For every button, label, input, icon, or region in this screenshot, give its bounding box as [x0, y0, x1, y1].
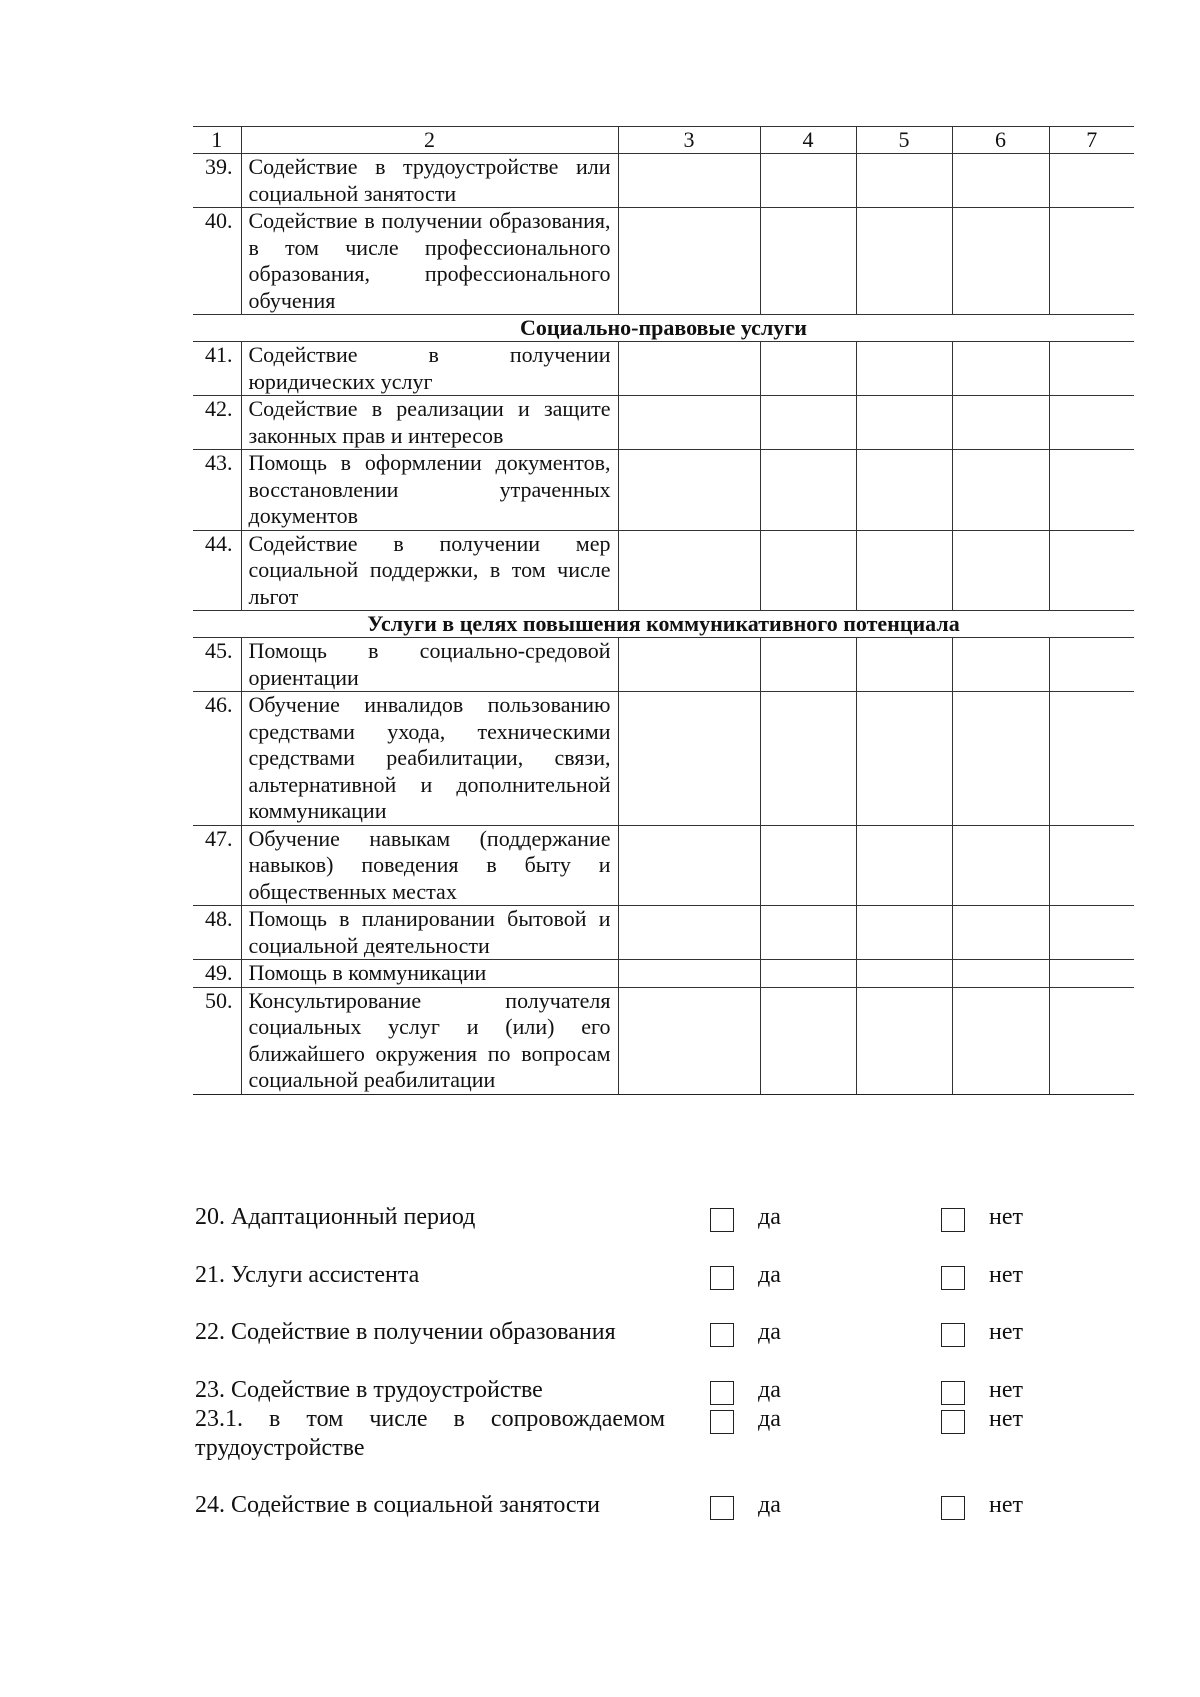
service-name: Содействие в реализации и защите законных прав и интересов: [241, 396, 618, 450]
empty-cell[interactable]: [952, 396, 1049, 450]
empty-cell[interactable]: [618, 450, 760, 531]
question-label: 21. Услуги ассистента: [195, 1262, 420, 1288]
table-row: [193, 638, 1134, 692]
empty-cell[interactable]: [760, 692, 856, 826]
row-number: 40.: [193, 208, 241, 315]
column-header-4: 4: [760, 127, 856, 154]
empty-cell[interactable]: [856, 450, 952, 531]
no-checkbox[interactable]: [941, 1266, 965, 1290]
empty-cell[interactable]: [760, 906, 856, 960]
empty-cell[interactable]: [952, 342, 1049, 396]
no-checkbox[interactable]: [941, 1208, 965, 1232]
empty-cell[interactable]: [1049, 987, 1134, 1094]
column-header-5: 5: [856, 127, 952, 154]
services-table: [193, 126, 1134, 1095]
empty-cell[interactable]: [618, 692, 760, 826]
yes-label: да: [758, 1406, 781, 1432]
empty-cell[interactable]: [1049, 906, 1134, 960]
question-22: [195, 1318, 1155, 1347]
empty-cell[interactable]: [1049, 396, 1134, 450]
empty-cell[interactable]: [760, 638, 856, 692]
empty-cell[interactable]: [952, 450, 1049, 531]
column-header-3: 3: [618, 127, 760, 154]
empty-cell[interactable]: [856, 825, 952, 906]
question-23-1: [195, 1405, 1155, 1461]
empty-cell[interactable]: [952, 638, 1049, 692]
service-name: Содействие в получении юридических услуг: [241, 342, 618, 396]
empty-cell[interactable]: [1049, 530, 1134, 611]
yes-checkbox[interactable]: [710, 1496, 734, 1520]
empty-cell[interactable]: [1049, 450, 1134, 531]
empty-cell[interactable]: [618, 906, 760, 960]
no-checkbox[interactable]: [941, 1323, 965, 1347]
empty-cell[interactable]: [1049, 208, 1134, 315]
empty-cell[interactable]: [856, 530, 952, 611]
empty-cell[interactable]: [760, 208, 856, 315]
empty-cell[interactable]: [856, 154, 952, 208]
row-number: 44.: [193, 530, 241, 611]
section-title-communicative: Услуги в целях повышения коммуникативного потенциала: [193, 611, 1134, 638]
empty-cell[interactable]: [1049, 960, 1134, 988]
empty-cell[interactable]: [856, 692, 952, 826]
empty-cell[interactable]: [760, 960, 856, 988]
yes-checkbox[interactable]: [710, 1410, 734, 1434]
row-number: 48.: [193, 906, 241, 960]
column-header-1: 1: [193, 127, 241, 154]
empty-cell[interactable]: [952, 960, 1049, 988]
empty-cell[interactable]: [952, 692, 1049, 826]
table-row: [193, 960, 1134, 988]
empty-cell[interactable]: [618, 396, 760, 450]
empty-cell[interactable]: [618, 638, 760, 692]
section-row: [193, 611, 1134, 638]
empty-cell[interactable]: [856, 987, 952, 1094]
table-row: [193, 692, 1134, 826]
no-checkbox[interactable]: [941, 1381, 965, 1405]
question-24: [195, 1491, 1155, 1520]
row-number: 46.: [193, 692, 241, 826]
empty-cell[interactable]: [856, 906, 952, 960]
question-label: 24. Содействие в социальной занятости: [195, 1492, 600, 1518]
table-row: [193, 825, 1134, 906]
empty-cell[interactable]: [856, 638, 952, 692]
table-row: [193, 906, 1134, 960]
table-header-row: [193, 127, 1134, 154]
question-label: 23.1. в том числе в сопровождаемом трудоустройстве: [195, 1406, 665, 1461]
service-name: Обучение навыкам (поддержание навыков) поведения в быту и общественных местах: [241, 825, 618, 906]
no-checkbox[interactable]: [941, 1496, 965, 1520]
empty-cell[interactable]: [952, 154, 1049, 208]
section-title-legal: Социально-правовые услуги: [193, 315, 1134, 342]
no-label: нет: [989, 1406, 1023, 1432]
empty-cell[interactable]: [952, 825, 1049, 906]
empty-cell[interactable]: [760, 987, 856, 1094]
question-20: [195, 1203, 1155, 1232]
empty-cell[interactable]: [618, 154, 760, 208]
empty-cell[interactable]: [760, 396, 856, 450]
empty-cell[interactable]: [952, 208, 1049, 315]
row-number: 39.: [193, 154, 241, 208]
column-header-2: 2: [241, 127, 618, 154]
empty-cell[interactable]: [856, 208, 952, 315]
empty-cell[interactable]: [618, 987, 760, 1094]
row-number: 43.: [193, 450, 241, 531]
row-number: 49.: [193, 960, 241, 988]
yes-label: да: [758, 1377, 781, 1403]
row-number: 41.: [193, 342, 241, 396]
column-header-6: 6: [952, 127, 1049, 154]
empty-cell[interactable]: [952, 530, 1049, 611]
no-label: нет: [989, 1262, 1023, 1288]
empty-cell[interactable]: [760, 342, 856, 396]
empty-cell[interactable]: [856, 960, 952, 988]
yes-label: да: [758, 1262, 781, 1288]
empty-cell[interactable]: [1049, 638, 1134, 692]
table-row: [193, 987, 1134, 1094]
yes-checkbox[interactable]: [710, 1381, 734, 1405]
empty-cell[interactable]: [618, 960, 760, 988]
yes-checkbox[interactable]: [710, 1266, 734, 1290]
empty-cell[interactable]: [760, 154, 856, 208]
empty-cell[interactable]: [760, 825, 856, 906]
yes-label: да: [758, 1492, 781, 1518]
empty-cell[interactable]: [952, 987, 1049, 1094]
row-number: 42.: [193, 396, 241, 450]
table-row: [193, 530, 1134, 611]
service-name: Помощь в коммуникации: [241, 960, 618, 988]
service-name: Помощь в оформлении документов, восстановлении утраченных документов: [241, 450, 618, 531]
column-header-7: 7: [1049, 127, 1134, 154]
empty-cell[interactable]: [618, 208, 760, 315]
no-label: нет: [989, 1319, 1023, 1345]
row-number: 50.: [193, 987, 241, 1094]
yes-checkbox[interactable]: [710, 1208, 734, 1232]
empty-cell[interactable]: [1049, 692, 1134, 826]
table-row: [193, 450, 1134, 531]
empty-cell[interactable]: [618, 825, 760, 906]
service-name: Содействие в трудоустройстве или социальной занятости: [241, 154, 618, 208]
service-name: Консультирование получателя социальных услуг и (или) его ближайшего окружения по вопросам социальной реабилитации: [241, 987, 618, 1094]
question-23: [195, 1376, 1155, 1405]
empty-cell[interactable]: [1049, 154, 1134, 208]
row-number: 47.: [193, 825, 241, 906]
question-label: 20. Адаптационный период: [195, 1204, 476, 1230]
empty-cell[interactable]: [856, 342, 952, 396]
empty-cell[interactable]: [618, 530, 760, 611]
empty-cell[interactable]: [760, 530, 856, 611]
question-label: 22. Содействие в получении образования: [195, 1319, 616, 1345]
question-21: [195, 1261, 1155, 1290]
no-label: нет: [989, 1377, 1023, 1403]
empty-cell[interactable]: [1049, 342, 1134, 396]
no-checkbox[interactable]: [941, 1410, 965, 1434]
yes-checkbox[interactable]: [710, 1323, 734, 1347]
empty-cell[interactable]: [618, 342, 760, 396]
service-name: Помощь в социально-средовой ориентации: [241, 638, 618, 692]
service-name: Содействие в получении мер социальной поддержки, в том числе льгот: [241, 530, 618, 611]
empty-cell[interactable]: [760, 450, 856, 531]
table-row: [193, 396, 1134, 450]
service-name: Содействие в получении образования, в том числе профессионального образования, профессионального обучения: [241, 208, 618, 315]
question-label: 23. Содействие в трудоустройстве: [195, 1377, 543, 1403]
empty-cell[interactable]: [856, 396, 952, 450]
service-name: Обучение инвалидов пользованию средствами ухода, техническими средствами реабилитации, связи, альтернативной и дополнительной коммуникации: [241, 692, 618, 826]
section-row: [193, 315, 1134, 342]
table-row: [193, 154, 1134, 208]
yes-label: да: [758, 1204, 781, 1230]
service-name: Помощь в планировании бытовой и социальной деятельности: [241, 906, 618, 960]
row-number: 45.: [193, 638, 241, 692]
table-row: [193, 342, 1134, 396]
empty-cell[interactable]: [1049, 825, 1134, 906]
empty-cell[interactable]: [952, 906, 1049, 960]
no-label: нет: [989, 1492, 1023, 1518]
no-label: нет: [989, 1204, 1023, 1230]
table-row: [193, 208, 1134, 315]
yes-label: да: [758, 1319, 781, 1345]
